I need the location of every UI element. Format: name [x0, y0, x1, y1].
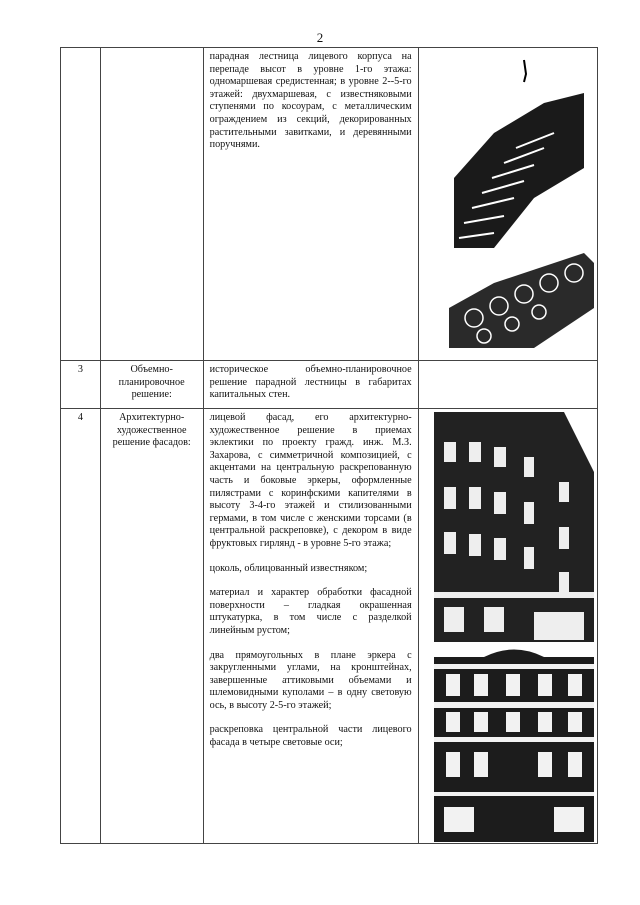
description-paragraph: материал и характер обработки фасадной поверхности – гладкая окрашенная штукатурка, в том числе с разделкой линейным рустом;: [209, 587, 412, 636]
table-row: [61, 361, 598, 409]
row-title: Архитектурно-художественное решение фасадов:: [100, 409, 203, 844]
row-description: [203, 48, 418, 361]
description-paragraph: цоколь, облицованный известняком;: [209, 562, 368, 574]
photo-cell: [418, 409, 597, 844]
page-number: 2: [316, 30, 324, 45]
row-number: 4: [61, 409, 101, 844]
description-paragraph: два прямоугольных в плане эркера с закругленными углами, на кронштейнах, завершенные аттиковыми объемами и шлемовидными куполами – в одну световую ось, в высоту 2-5-го этажей;: [209, 649, 412, 711]
row-description: [203, 361, 418, 409]
row-title: Объемно-планировочное решение:: [100, 361, 203, 409]
row-description: [203, 409, 418, 844]
table-row: [61, 48, 598, 361]
description-paragraph: раскреповка центральной части лицевого фасада в четыре световые оси;: [209, 724, 412, 749]
description-paragraph: лицевой фасад, его архитектурно-художественное решение в приемах эклектики по проекту гражд. инж. М.З. Захарова, с симметричной композицией, с акцентами на центральную раскрепованную часть и боковые эркеры, оформленные пилястрами с коринфскими капителями в высоту 3-4-го этажей и стилизованными гермами, в том числе с женскими торсами (в центральной раскреповке), с декором в виде фруктовых гирлянд - в уровне 5-го этажа;: [209, 412, 412, 549]
staircase-photo: [434, 48, 594, 348]
table-row: [61, 409, 598, 844]
row-number: [61, 48, 101, 361]
row-title: [100, 48, 203, 361]
description-paragraph: парадная лестница лицевого корпуса на перепаде высот в уровне 1-го этажа: одномаршевая средистенная; в уровне 2--5-го этажей: двухмаршевая, с известняковыми ступенями по косоурам, с металлическим ограждением из секций, декорированных растительными завитками, и деревянными поручнями.: [209, 51, 412, 151]
row-number: 3: [61, 361, 101, 409]
description-paragraph: историческое объемно-планировочное решение парадной лестницы в габаритах капитальных стен.: [209, 364, 412, 401]
protected-features-table: [60, 47, 598, 844]
photo-cell: [418, 361, 597, 409]
facade-photo: [434, 412, 594, 842]
photo-cell: [418, 48, 597, 361]
